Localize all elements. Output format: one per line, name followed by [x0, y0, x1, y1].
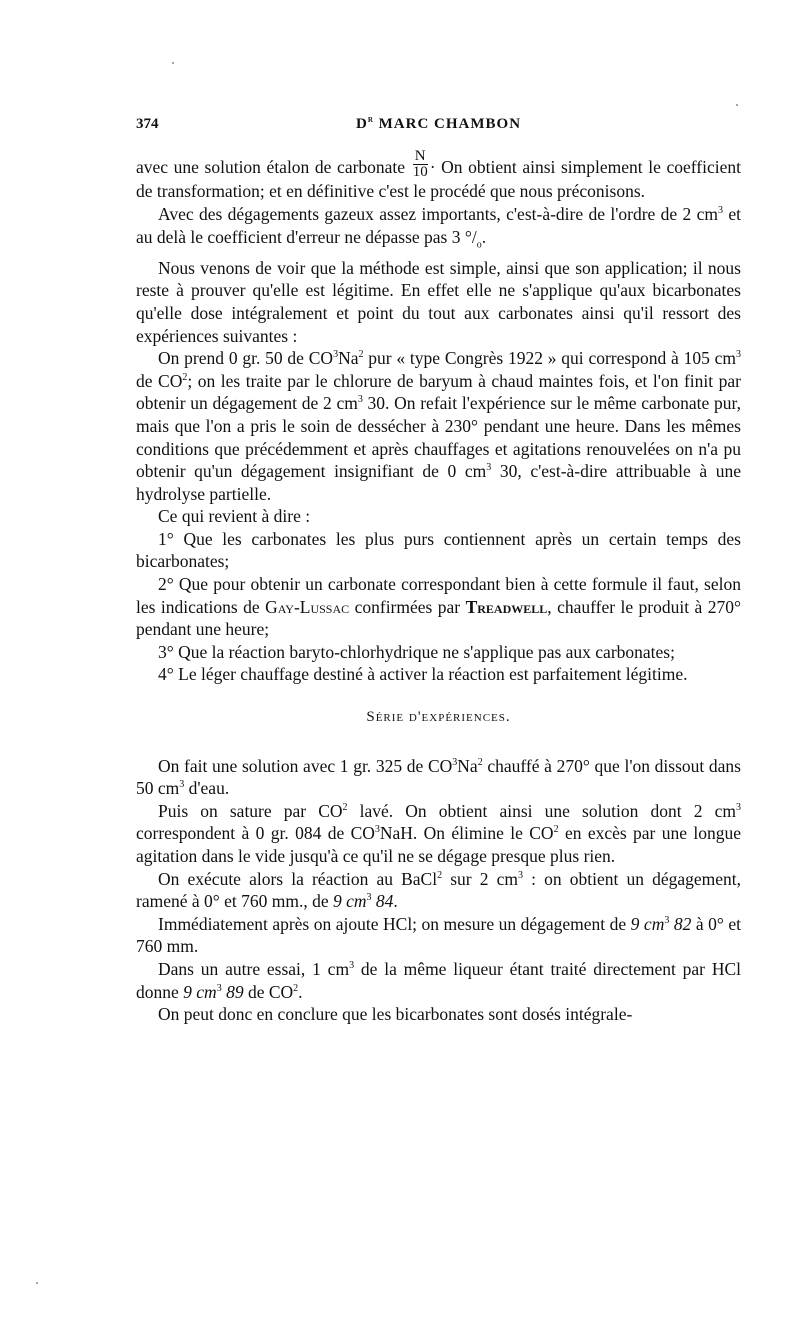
superscript: 3	[486, 462, 492, 474]
paragraph-4	[136, 347, 741, 505]
italic-value: 9 cm	[333, 891, 367, 912]
superscript: 3	[357, 394, 363, 406]
superscript: 3	[735, 802, 741, 813]
text: chauffé à 270° que l'on dissout dans 50 cm	[136, 755, 741, 799]
scan-speck	[736, 104, 738, 106]
body-text	[136, 148, 742, 1026]
text: ; on les traite par le chlorure de baryum à chaud maintes fois, et l'on finit par obtenir un dégagement de 2 cm	[136, 370, 742, 414]
superscript: 3	[452, 756, 458, 768]
paragraph-1	[136, 148, 742, 203]
text: Na	[457, 755, 478, 776]
superscript: 3	[718, 205, 723, 217]
superscript: 3	[664, 914, 670, 926]
superscript: 3	[216, 982, 222, 994]
superscript: 2	[477, 756, 483, 768]
running-head	[136, 116, 741, 133]
text: Avec des dégagements gazeux assez importants, c'est-à-dire de l'ordre de 2 cm	[158, 204, 718, 225]
italic-value: 89	[221, 981, 244, 1002]
text: de CO	[136, 370, 183, 391]
scan-speck	[36, 1282, 38, 1284]
list-item-2	[136, 573, 741, 641]
text: .	[298, 981, 303, 1002]
list-item-4: 4° Le léger chauffage destiné à activer la réaction est parfaitement légitime.	[158, 664, 688, 685]
text: .	[481, 226, 487, 247]
paragraph-9	[136, 913, 741, 958]
fraction-denominator: 10	[412, 164, 428, 181]
scan-speck	[172, 62, 174, 64]
list-item-1: 1° Que les carbonates les plus purs contiennent après un certain temps des bicarbonates;	[136, 528, 741, 572]
text: lavé. On obtient ainsi une solution dont 2 cm	[347, 800, 736, 821]
text: et au delà le coefficient d'erreur ne dépasse pas 3 °/	[136, 204, 741, 247]
superscript: 2	[342, 802, 348, 813]
superscript: 3	[366, 892, 372, 904]
paragraph-6	[136, 755, 741, 800]
section-title: Série d'expériences.	[366, 709, 511, 726]
text: en excès par une longue agitation dans le vide jusqu'à ce qu'il ne se dégage presque plus rien.	[136, 823, 742, 867]
subscript: o	[476, 239, 482, 251]
text: , chauffer le produit à 270° pendant une heure;	[136, 596, 741, 640]
text: à 0° et 760 mm.	[136, 913, 742, 957]
list-item-3: 3° Que la réaction baryto-chlorhydrique ne s'applique pas aux carbonates;	[158, 641, 675, 662]
italic-value: 9 cm	[630, 913, 665, 934]
text: pur « type Congrès 1922 » qui correspond à 105 cm	[363, 348, 736, 369]
text: NaH. On élimine le CO	[379, 823, 554, 844]
superscript: 3	[333, 349, 339, 361]
superscript: 2	[293, 982, 299, 994]
page-number: 374	[136, 116, 159, 132]
text: .	[393, 891, 398, 912]
author-prefix-sup: r	[367, 114, 374, 125]
text: d'eau.	[184, 778, 230, 799]
page-header	[136, 116, 741, 138]
author-reference: Treadwell	[465, 596, 548, 617]
superscript: 2	[553, 824, 559, 836]
paragraph-10	[136, 958, 741, 1003]
text: de la même liqueur étant traité directement par HCl donne	[136, 958, 742, 1002]
text: confirmées par	[349, 596, 466, 617]
text: correspondent à 0 gr. 084 de CO	[136, 823, 375, 844]
superscript: 3	[374, 824, 380, 836]
text: 30. On refait l'expérience sur le même carbonate pur, mais que l'on a pris le soin de dessécher à 230° pendant une heure. Dans les mêmes conditions que précédemment et après chauffages et agitations renouvelées on n'a pu obtenir qu'un dégagement insignifiant de 0 cm	[136, 393, 741, 482]
superscript: 2	[182, 371, 188, 383]
paragraph-2	[136, 203, 741, 257]
superscript: 3	[179, 779, 185, 791]
italic-value: 84	[371, 891, 394, 912]
text: avec une solution étalon de carbonate	[136, 157, 406, 177]
superscript: 3	[517, 869, 523, 881]
author-reference: Gay-Lussac	[265, 596, 350, 617]
author-name: MARC CHAMBON	[378, 116, 522, 132]
fraction-numerator: N	[413, 149, 428, 165]
paragraph-5: Ce qui revient à dire :	[158, 506, 311, 527]
paragraph-11: On peut donc en conclure que les bicarbonates sont dosés intégrale-	[158, 1004, 633, 1025]
paragraph-8	[136, 868, 741, 913]
text: Puis on sature par CO	[158, 800, 343, 821]
text: de CO	[243, 981, 294, 1002]
text: : on obtient un dégagement, ramené à 0° et 760 mm., de	[136, 868, 741, 912]
text: Immédiatement après on ajoute HCl; on mesure un dégagement de	[158, 913, 631, 934]
text: · On obtient ainsi simplement le coefficient de transformation; et en définitive c'est le procédé que nous préconisons.	[136, 157, 742, 202]
italic-value: 9 cm	[183, 981, 217, 1002]
paragraph-7	[136, 800, 741, 868]
text: Dans un autre essai, 1 cm	[158, 958, 350, 979]
text: Na	[338, 348, 359, 369]
superscript: 3	[736, 349, 741, 361]
superscript: 2	[437, 869, 443, 881]
text: sur 2 cm	[442, 868, 518, 889]
italic-value: 82	[669, 913, 692, 934]
text: 2° Que pour obtenir un carbonate correspondant bien à cette formule il faut, selon les indications de	[136, 574, 741, 617]
paragraph-3: Nous venons de voir que la méthode est simple, ainsi que son application; il nous reste à prouver qu'elle est légitime. En effet elle ne s'applique qu'aux bicarbonates qu'elle dose intégralement et point du tout aux carbonates ainsi qu'il ressort des expériences suivantes :	[136, 257, 741, 346]
author-prefix: D	[355, 116, 368, 132]
fraction	[413, 149, 428, 180]
text: 30, c'est-à-dire attribuable à une hydrolyse partielle.	[136, 461, 741, 504]
text: On fait une solution avec 1 gr. 325 de CO	[158, 755, 453, 776]
superscript: 3	[349, 960, 355, 972]
text: On exécute alors la réaction au BaCl	[158, 868, 438, 889]
superscript: 2	[358, 349, 364, 361]
text: On prend 0 gr. 50 de CO	[158, 348, 334, 369]
